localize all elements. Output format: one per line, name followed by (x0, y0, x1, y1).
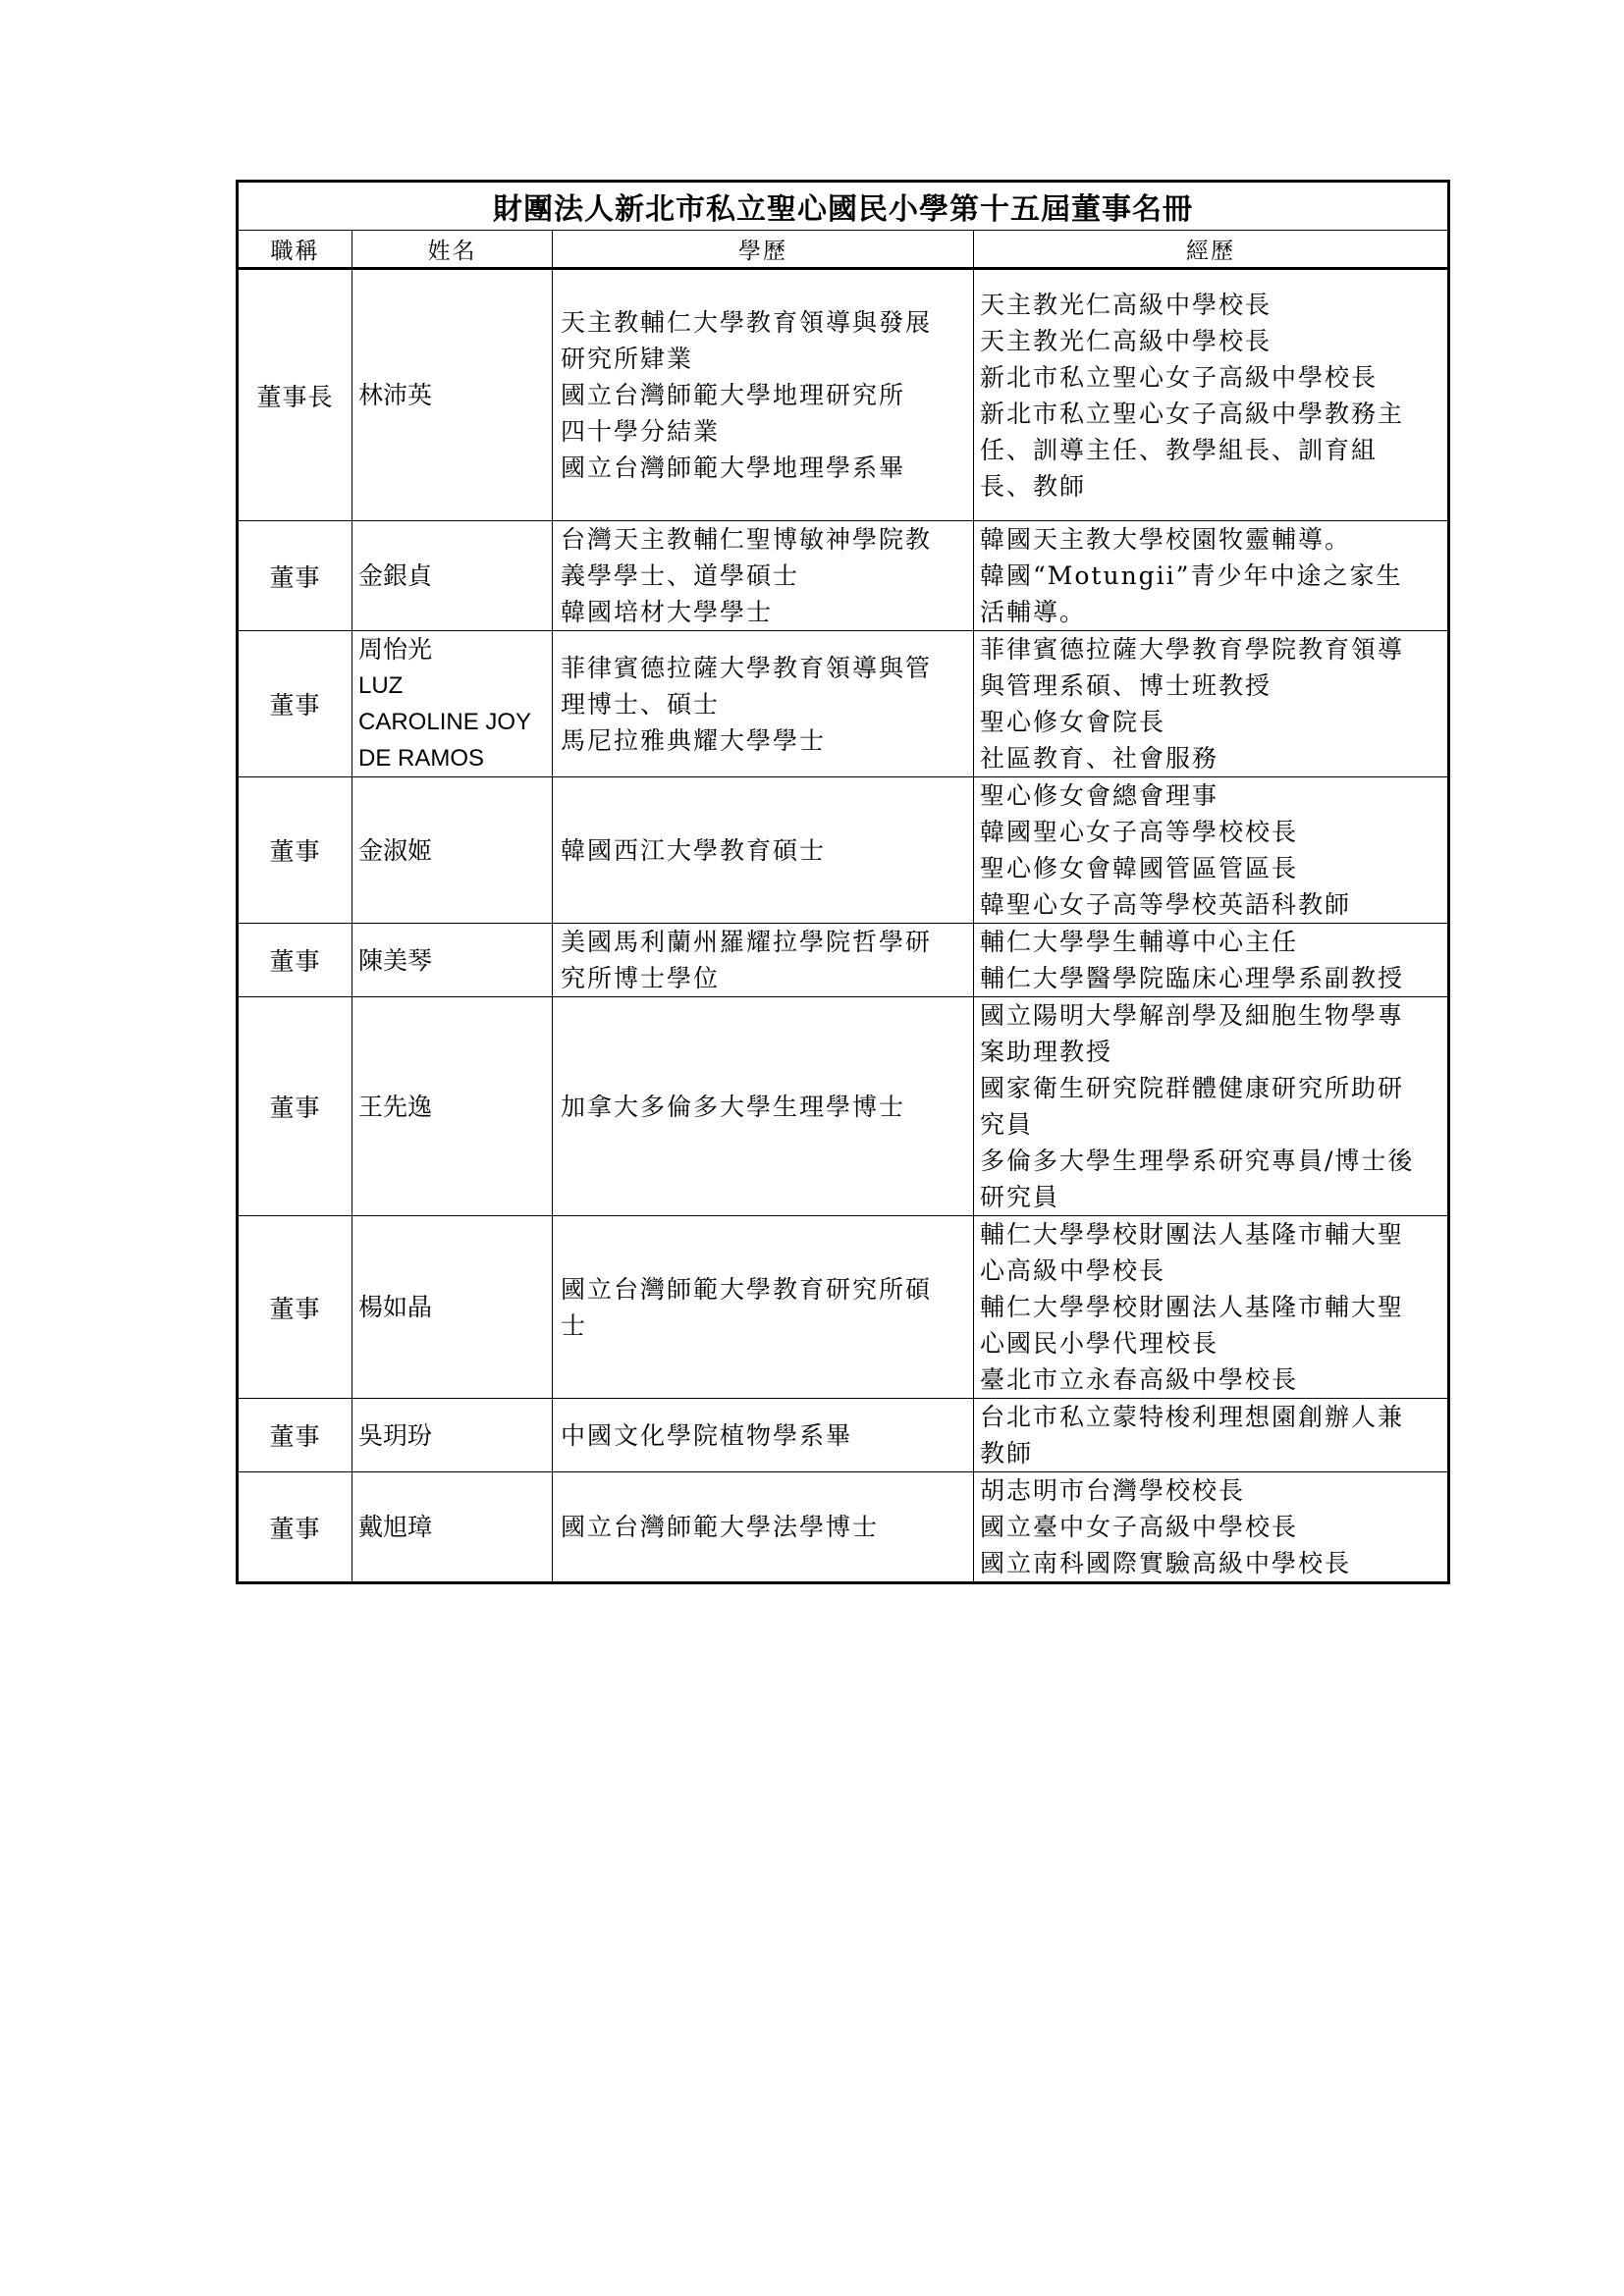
experience-line: 多倫多大學生理學系研究專員/博士後 (980, 1147, 1415, 1175)
table-row (238, 631, 1449, 777)
education-cell (553, 269, 974, 521)
education-cell (553, 997, 974, 1216)
experience-line: 長、教師 (980, 471, 1087, 501)
header-row (238, 231, 1449, 269)
education-line: 天主教輔仁大學教育領導與發展 (561, 308, 933, 337)
experience-line: 輔仁大學學校財團法人基隆市輔大聖 (980, 1220, 1405, 1249)
experience-cell (974, 1472, 1449, 1583)
education-line: 中國文化學院植物學系畢 (561, 1420, 853, 1450)
header-experience: 經歷 (974, 231, 1449, 269)
position-cell: 董事 (238, 924, 352, 997)
name-cell (352, 1399, 553, 1472)
education-line: 四十學分結業 (561, 417, 721, 446)
name-cell (352, 521, 553, 631)
experience-cell (974, 777, 1449, 924)
education-cell (553, 1472, 974, 1583)
experience-cell (974, 269, 1449, 521)
education-line: 士 (561, 1310, 588, 1340)
name-line: 周怡光 (358, 635, 433, 664)
experience-line: 與管理系碩、博士班教授 (980, 671, 1272, 700)
name-cell (352, 777, 553, 924)
experience-line: 胡志明市台灣學校校長 (980, 1476, 1246, 1505)
name-line: 戴旭璋 (358, 1513, 433, 1541)
experience-line: 天主教光仁高級中學校長 (980, 290, 1272, 319)
experience-line: 韓國天主教大學校園牧靈輔導。 (980, 525, 1352, 554)
education-line: 義學學士、道學碩士 (561, 561, 800, 590)
name-cell (352, 997, 553, 1216)
education-line: 究所博士學位 (561, 964, 721, 992)
experience-line: 菲律賓德拉薩大學教育學院教育領導 (980, 635, 1405, 664)
education-line: 研究所肄業 (561, 345, 694, 373)
experience-line: 國立南科國際實驗高級中學校長 (980, 1549, 1352, 1577)
education-cell (553, 777, 974, 924)
experience-line: 研究員 (980, 1183, 1060, 1211)
name-cell (352, 924, 553, 997)
document-title: 財團法人新北市私立聖心國民小學第十五屆董事名冊 (238, 182, 1449, 231)
experience-line: 新北市私立聖心女子高級中學教務主 (980, 399, 1405, 428)
name-line: 王先逸 (358, 1092, 433, 1121)
experience-line: 韓國聖心女子高等學校校長 (980, 818, 1299, 846)
title-row (238, 182, 1449, 231)
experience-line: 聖心修女會韓國管區管區長 (980, 854, 1299, 882)
experience-line: 心國民小學代理校長 (980, 1329, 1219, 1358)
education-line: 加拿大多倫多大學生理學博士 (561, 1092, 906, 1121)
experience-line: 韓聖心女子高等學校英語科教師 (980, 890, 1352, 919)
education-line: 菲律賓德拉薩大學教育領導與管 (561, 653, 933, 682)
header-position: 職稱 (238, 231, 352, 269)
experience-line: 國家衛生研究院群體健康研究所助研 (980, 1074, 1405, 1102)
position-cell: 董事 (238, 631, 352, 777)
table-row (238, 269, 1449, 521)
experience-cell (974, 1399, 1449, 1472)
experience-line: 聖心修女會總會理事 (980, 781, 1219, 810)
experience-line: 任、訓導主任、教學組長、訓育組 (980, 435, 1379, 464)
name-line: 金淑姬 (358, 835, 433, 865)
education-line: 國立台灣師範大學教育研究所碩 (561, 1274, 933, 1304)
experience-cell (974, 924, 1449, 997)
name-cell (352, 631, 553, 777)
experience-cell (974, 521, 1449, 631)
name-line: 陳美琴 (358, 945, 433, 975)
experience-line: 教師 (980, 1439, 1034, 1468)
table-row (238, 997, 1449, 1216)
education-cell (553, 924, 974, 997)
experience-line: 台北市私立蒙特梭利理想園創辦人兼 (980, 1403, 1405, 1431)
experience-line: 臺北市立永春高級中學校長 (980, 1365, 1299, 1394)
education-line: 韓國培材大學學士 (561, 598, 774, 626)
education-cell (553, 1399, 974, 1472)
education-line: 國立台灣師範大學法學博士 (561, 1513, 880, 1541)
experience-line: 輔仁大學學校財團法人基隆市輔大聖 (980, 1293, 1405, 1321)
experience-line: 活輔導。 (980, 598, 1087, 626)
experience-cell (974, 1216, 1449, 1399)
experience-line: 社區教育、社會服務 (980, 744, 1219, 773)
experience-line: 心高級中學校長 (980, 1256, 1166, 1285)
experience-line: 新北市私立聖心女子高級中學校長 (980, 362, 1379, 392)
name-cell (352, 269, 553, 521)
position-cell: 董事 (238, 997, 352, 1216)
name-line: 金銀貞 (358, 561, 433, 590)
name-line: 楊如晶 (358, 1293, 433, 1321)
table-row (238, 1216, 1449, 1399)
education-line: 理博士、碩士 (561, 689, 721, 719)
education-cell (553, 1216, 974, 1399)
name-line: LUZ (358, 672, 404, 699)
experience-cell (974, 631, 1449, 777)
education-line: 國立台灣師範大學地理學系畢 (561, 454, 906, 482)
experience-line: 案助理教授 (980, 1038, 1113, 1066)
header-education: 學歷 (553, 231, 974, 269)
position-cell: 董事 (238, 521, 352, 631)
board-roster-table (236, 180, 1450, 1584)
position-cell: 董事 (238, 1399, 352, 1472)
name-line: 吳玥玢 (358, 1420, 433, 1450)
education-line: 國立台灣師範大學地理研究所 (561, 381, 906, 409)
name-cell (352, 1472, 553, 1583)
header-name: 姓名 (352, 231, 553, 269)
experience-line: 天主教光仁高級中學校長 (980, 326, 1272, 355)
experience-line: 輔仁大學學生輔導中心主任 (980, 928, 1299, 956)
table-row (238, 1472, 1449, 1583)
position-cell: 董事 (238, 1216, 352, 1399)
name-line: 林沛英 (358, 381, 433, 409)
education-line: 台灣天主教輔仁聖博敏神學院教 (561, 525, 933, 554)
experience-line: 韓國“Motungii”青少年中途之家生 (980, 561, 1403, 590)
experience-line: 聖心修女會院長 (980, 708, 1166, 736)
table-row (238, 1399, 1449, 1472)
name-cell (352, 1216, 553, 1399)
name-line: CAROLINE JOY (358, 709, 532, 735)
position-cell: 董事長 (238, 269, 352, 521)
education-cell (553, 521, 974, 631)
position-cell: 董事 (238, 1472, 352, 1583)
education-cell (553, 631, 974, 777)
table-row (238, 777, 1449, 924)
education-line: 美國馬利蘭州羅耀拉學院哲學研 (561, 928, 933, 956)
experience-line: 輔仁大學醫學院臨床心理學系副教授 (980, 964, 1405, 992)
experience-line: 究員 (980, 1110, 1034, 1139)
education-line: 韓國西江大學教育碩士 (561, 835, 827, 865)
roster-body (238, 269, 1449, 1583)
table-row (238, 924, 1449, 997)
experience-line: 國立陽明大學解剖學及細胞生物學專 (980, 1001, 1405, 1030)
experience-cell (974, 997, 1449, 1216)
experience-line: 國立臺中女子高級中學校長 (980, 1513, 1299, 1541)
position-cell: 董事 (238, 777, 352, 924)
education-line: 馬尼拉雅典耀大學學士 (561, 725, 827, 755)
table-row (238, 521, 1449, 631)
name-line: DE RAMOS (358, 745, 485, 772)
